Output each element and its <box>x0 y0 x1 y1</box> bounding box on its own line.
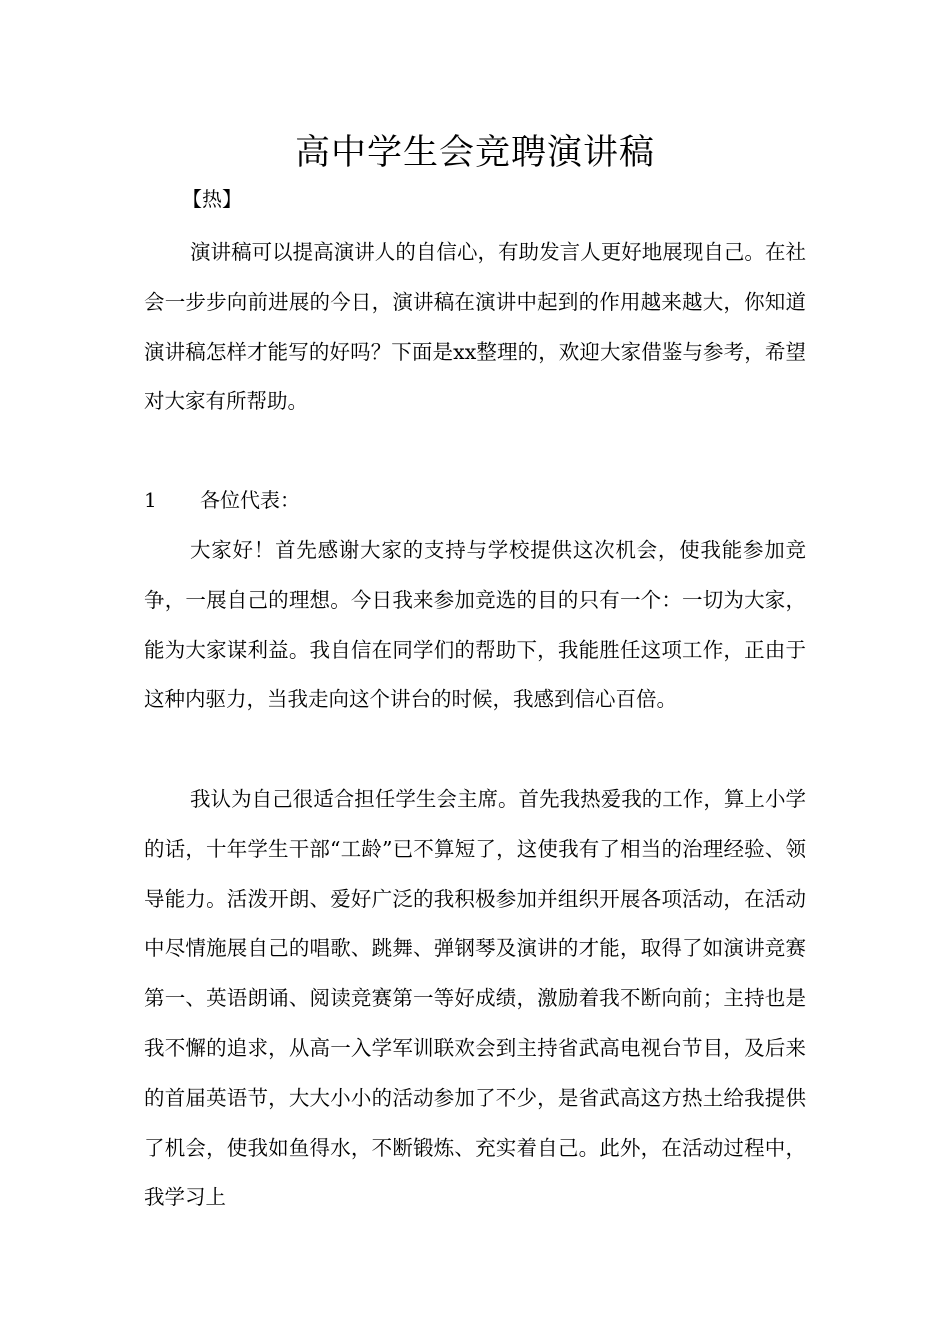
section-heading <box>144 482 300 518</box>
body-paragraph-1: 大家好！首先感谢大家的支持与学校提供这次机会，使我能参加竞争，一展自己的理想。今日我来参加竞选的目的只有一个：一切为大家，能为大家谋利益。我自信在同学们的帮助下，我能胜任这项工作，正由于这种内驱力，当我走向这个讲台的时候，我感到信心百倍。 <box>144 538 806 712</box>
section-number: 1 <box>144 488 157 512</box>
body-paragraph-2: 我认为自己很适合担任学生会主席。首先我热爱我的工作，算上小学的话，十年学生干部“工龄”已不算短了，这使我有了相当的治理经验、领导能力。活泼开朗、爱好广泛的我积极参加并组织开展各项活动，在活动中尽情施展自己的唱歌、跳舞、弹钢琴及演讲的才能，取得了如演讲竞赛第一、英语朗诵、阅读竞赛第一等好成绩，激励着我不断向前；主持也是我不懈的追求，从高一入学军训联欢会到主持省武高电视台节目，及后来的首届英语节，大大小小的活动参加了不少，是省武高这方热土给我提供了机会，使我如鱼得水，不断锻炼、充实着自己。此外，在活动过程中，我学习上 <box>144 787 806 1210</box>
intro-paragraph: 演讲稿可以提高演讲人的自信心，有助发言人更好地展现自己。在社会一步步向前进展的今日，演讲稿在演讲中起到的作用越来越大，你知道演讲稿怎样才能写的好吗？下面是xx整理的，欢迎大家借鉴与参考，希望对大家有所帮助。 <box>144 240 806 414</box>
document-title: 高中学生会竞聘演讲稿 <box>294 133 655 173</box>
salutation: 各位代表： <box>200 488 300 512</box>
hot-tag: 【热】 <box>182 187 242 211</box>
